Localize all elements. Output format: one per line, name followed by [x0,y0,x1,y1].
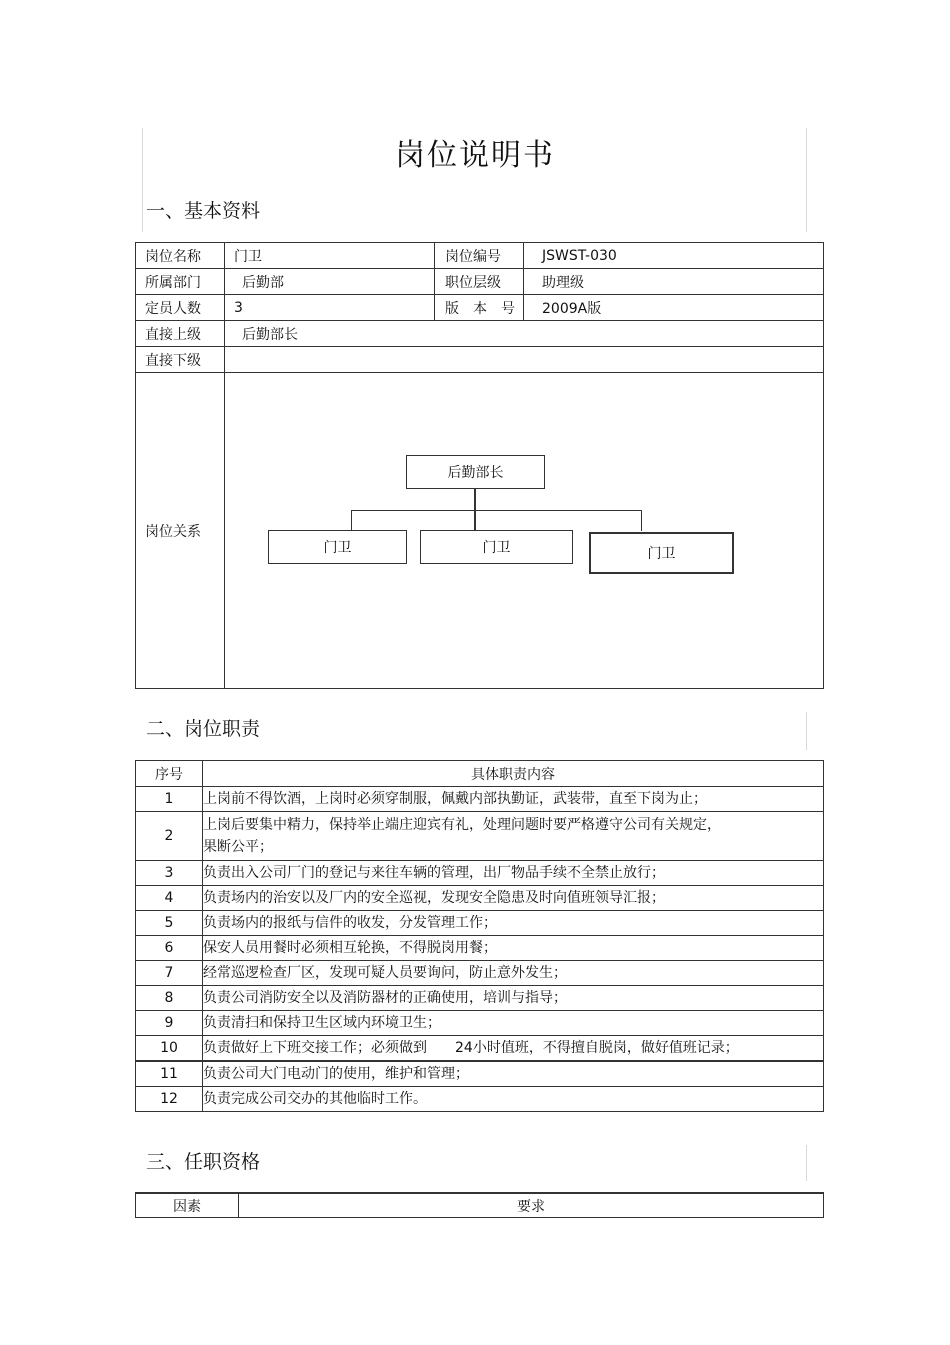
duty-text: 负责公司大门电动门的使用，维护和管理； [203,1061,824,1087]
version-value: 2009A版 [524,295,824,321]
duty-text: 负责场内的报纸与信件的收发，分发管理工作； [203,911,824,936]
margin-line-right-2 [806,712,807,750]
duty-no: 2 [136,812,203,861]
position-name-label: 岗位名称 [136,243,225,269]
org-box-child-1: 门卫 [268,530,407,564]
duty-no: 11 [136,1061,203,1087]
org-connector-horizontal [351,510,642,511]
table-row [136,886,824,911]
duty-text: 负责出入公司厂门的登记与来往车辆的管理，出厂物品手续不全禁止放行； [203,861,824,886]
position-name-value: 门卫 [225,243,435,269]
duty-text: 保安人员用餐时必须相互轮换，不得脱岗用餐； [203,936,824,961]
duty-text: 负责公司消防安全以及消防器材的正确使用，培训与指导； [203,986,824,1011]
duty-no: 8 [136,986,203,1011]
org-connector-right [641,510,642,531]
duty-text: 负责做好上下班交接工作；必须做到 24小时值班，不得擅自脱岗，做好值班记录； [203,1036,824,1062]
headcount-label: 定员人数 [136,295,225,321]
margin-line-right-3 [806,1145,807,1181]
department-value: 后勤部 [225,269,435,295]
level-label: 职位层级 [435,269,524,295]
table-row [136,347,824,373]
duty-text-line-2: 果断公平； [203,839,273,855]
position-code-value: JSWST-030 [524,243,824,269]
basic-info-table [135,242,824,689]
page-title: 岗位说明书 [395,138,555,173]
col-header-no: 序号 [136,761,203,787]
subordinate-value [225,347,824,373]
table-row [136,787,824,812]
duty-text: 负责清扫和保持卫生区域内环境卫生； [203,1011,824,1036]
table-row [136,861,824,886]
org-box-child-3: 门卫 [589,532,734,574]
org-box-top: 后勤部长 [406,455,545,489]
table-row [136,911,824,936]
col-header-requirement: 要求 [239,1193,824,1218]
table-row [136,373,824,689]
table-row [136,986,824,1011]
org-chart [225,373,824,689]
duties-table [135,760,824,1112]
qualifications-table [135,1192,824,1218]
table-row [136,295,824,321]
duty-text: 经常巡逻检查厂区，发现可疑人员要询问，防止意外发生； [203,961,824,986]
col-header-content: 具体职责内容 [203,761,824,787]
table-row [136,812,824,861]
table-row [136,936,824,961]
superior-label: 直接上级 [136,321,225,347]
duty-no: 4 [136,886,203,911]
table-row [136,1087,824,1112]
duty-no: 10 [136,1036,203,1062]
org-box-child-2: 门卫 [420,530,573,564]
duty-no: 6 [136,936,203,961]
duty-no: 12 [136,1087,203,1112]
table-row [136,1061,824,1087]
duty-text [203,812,824,861]
table-row [136,321,824,347]
org-connector-left [351,510,352,530]
department-label: 所属部门 [136,269,225,295]
duty-no: 1 [136,787,203,812]
headcount-value: 3 [225,295,435,321]
duty-no: 9 [136,1011,203,1036]
table-header-row [136,1193,824,1218]
table-row [136,1011,824,1036]
section-heading-qualifications: 三、任职资格 [146,1151,261,1173]
table-row [136,1036,824,1062]
duty-no: 7 [136,961,203,986]
section-heading-duties: 二、岗位职责 [146,718,261,740]
section-heading-basic: 一、基本资料 [146,200,261,222]
col-header-factor: 因素 [136,1193,239,1218]
position-code-label: 岗位编号 [435,243,524,269]
relation-label: 岗位关系 [136,373,225,689]
superior-value: 后勤部长 [225,321,824,347]
table-row [136,269,824,295]
subordinate-label: 直接下级 [136,347,225,373]
table-row [136,243,824,269]
duty-no: 3 [136,861,203,886]
table-row [136,961,824,986]
table-header-row [136,761,824,787]
version-label: 版 本 号 [435,295,524,321]
level-value: 助理级 [524,269,824,295]
duty-text-line-1: 上岗后要集中精力，保持举止端庄迎宾有礼，处理问题时要严格遵守公司有关规定， [203,817,721,833]
duty-text: 上岗前不得饮酒，上岗时必须穿制服，佩戴内部执勤证，武装带，直至下岗为止； [203,787,824,812]
duty-text: 负责完成公司交办的其他临时工作。 [203,1087,824,1112]
duty-no: 5 [136,911,203,936]
duty-text: 负责场内的治安以及厂内的安全巡视，发现安全隐患及时向值班领导汇报； [203,886,824,911]
